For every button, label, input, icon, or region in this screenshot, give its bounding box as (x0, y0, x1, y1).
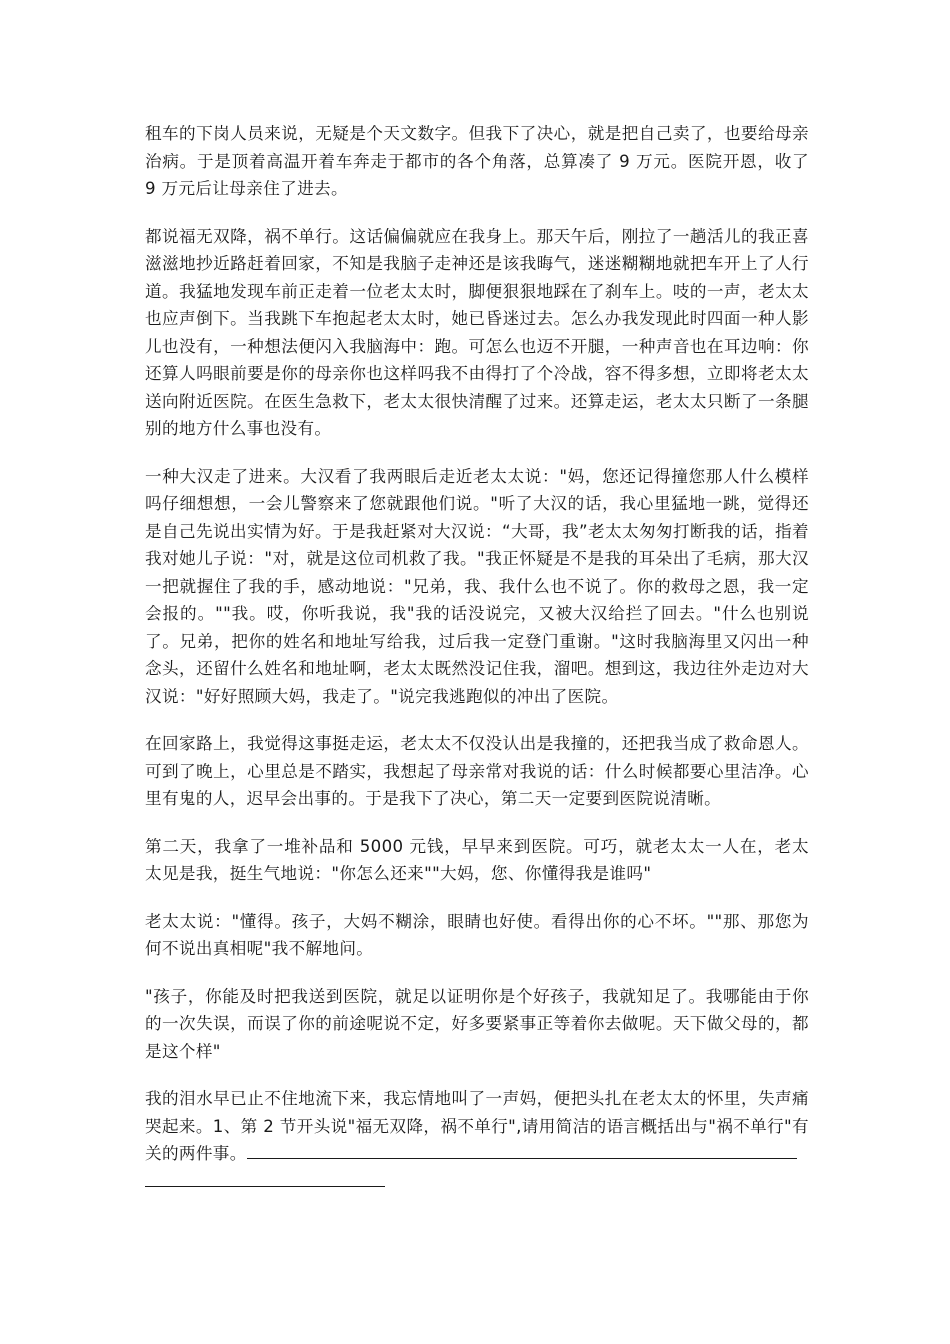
answer-blank-line-1[interactable] (247, 1157, 797, 1159)
paragraph-6: 老太太说："懂得。孩子，大妈不糊涂，眼睛也好使。看得出你的心不坏。""那、那您为何不说出真相呢"我不解地问。 (145, 911, 809, 958)
answer-blank-line-2[interactable] (145, 1185, 385, 1187)
paragraph-7: "孩子，你能及时把我送到医院，就足以证明你是个好孩子，我就知足了。我哪能由于你的一次失误，而误了你的前途呢说不定，好多要紧事正等着你去做呢。天下做父母的，都是这个样" (145, 986, 809, 1061)
question-paragraph (145, 1085, 809, 1195)
question-text: 我的泪水早已止不住地流下来，我忘情地叫了一声妈，便把头扎在老太太的怀里，失声痛哭起来。1、第 2 节开头说"福无双降，祸不单行",请用简洁的语言概括出与"祸不单行"有关的两件事。 (145, 1089, 809, 1163)
paragraph-3: 一种大汉走了进来。大汉看了我两眼后走近老太太说："妈，您还记得撞您那人什么模样吗仔细想想，一会儿警察来了您就跟他们说。"听了大汉的话，我心里猛地一跳，觉得还是自己先说出实情为好。于是我赶紧对大汉说：“大哥，我”老太太匆匆打断我的话，指着我对她儿子说："对，就是这位司机救了我。"我正怀疑是不是我的耳朵出了毛病，那大汉一把就握住了我的手，感动地说："兄弟，我、我什么也不说了。你的救母之恩，我一定会报的。""我。哎，你听我说，我"我的话没说完，又被大汉给拦了回去。"什么也别说了。兄弟，把你的姓名和地址写给我，过后我一定登门重谢。"这时我脑海里又闪出一种念头，还留什么姓名和地址啊，老太太既然没记住我，溜吧。想到这，我边往外走边对大汉说："好好照顾大妈，我走了。"说完我逃跑似的冲出了医院。 (145, 466, 809, 706)
paragraph-1: 租车的下岗人员来说，无疑是个天文数字。但我下了决心，就是把自己卖了，也要给母亲治病。于是顶着高温开着车奔走于都市的各个角落，总算凑了 9 万元。医院开恩，收了 9 万元后让母亲住了进去。 (145, 124, 809, 198)
paragraph-4: 在回家路上，我觉得这事挺走运，老太太不仅没认出是我撞的，还把我当成了救命恩人。可到了晚上，心里总是不踏实，我想起了母亲常对我说的话：什么时候都要心里洁净。心里有鬼的人，迟早会出事的。于是我下了决心，第二天一定要到医院说清晰。 (145, 734, 809, 808)
document-body (145, 120, 809, 1215)
paragraph-5: 第二天，我拿了一堆补品和 5000 元钱，早早来到医院。可巧，就老太太一人在，老太太见是我，挺生气地说："你怎么还来""大妈，您、你懂得我是谁吗" (145, 836, 809, 883)
paragraph-2: 都说福无双降，祸不单行。这话偏偏就应在我身上。那天午后，刚拉了一趟活儿的我正喜滋滋地抄近路赶着回家，不知是我脑子走神还是该我晦气，迷迷糊糊地就把车开上了人行道。我猛地发现车前正走着一位老太太时，脚便狠狠地踩在了刹车上。吱的一声，老太太也应声倒下。当我跳下车抱起老太太时，她已昏迷过去。怎么办我发现此时四面一种人影儿也没有，一种想法便闪入我脑海中：跑。可怎么也迈不开腿，一种声音也在耳边响：你还算人吗眼前要是你的母亲你也这样吗我不由得打了个冷战，容不得多想，立即将老太太送向附近医院。在医生急救下，老太太很快清醒了过来。还算走运，老太太只断了一条腿别的地方什么事也没有。 (145, 226, 809, 438)
